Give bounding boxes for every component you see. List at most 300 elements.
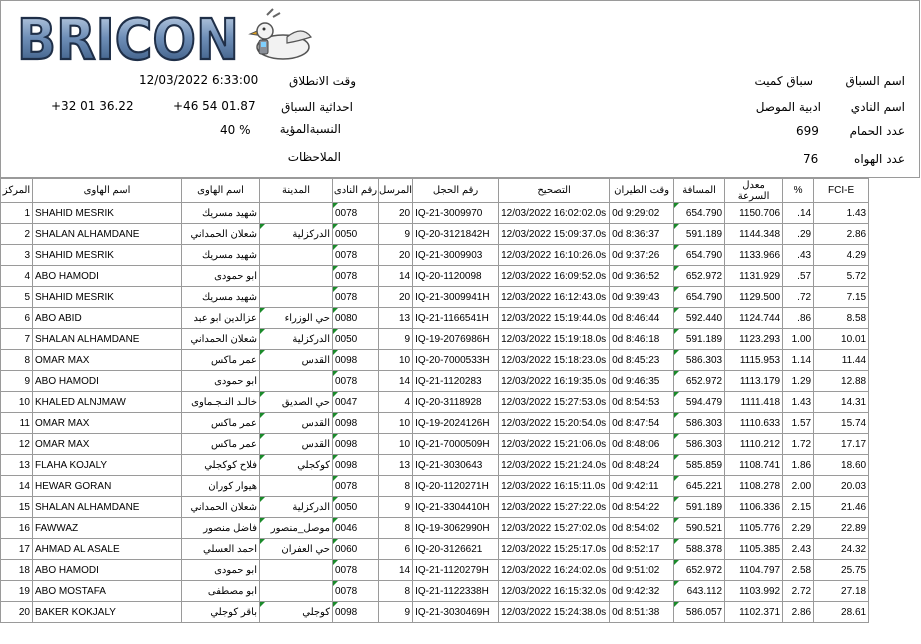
cell-fci-e: 20.03 xyxy=(814,476,869,497)
cell-rank: 16 xyxy=(1,518,33,539)
table-row xyxy=(1,539,869,560)
cell-clock-time: 12/03/2022 16:15:32.0s xyxy=(499,581,610,602)
cell-clock-time: 12/03/2022 16:12:43.0s xyxy=(499,287,610,308)
cell-fancier-ar: ابو حمودى xyxy=(182,266,260,287)
cell-basket: 20 xyxy=(379,245,413,266)
cell-speed: 1106.336 xyxy=(725,497,783,518)
cell-flight-time: 0d 8:51:38 xyxy=(610,602,674,623)
cell-city: كوكجلي xyxy=(260,455,333,476)
cell-clock-time: 12/03/2022 15:19:44.0s xyxy=(499,308,610,329)
cell-fci-e: 25.75 xyxy=(814,560,869,581)
cell-club-no: 0060 xyxy=(333,539,379,560)
cell-rank: 9 xyxy=(1,371,33,392)
table-row xyxy=(1,602,869,623)
cell-fancier-ar: عزالدين ابو عبد xyxy=(182,308,260,329)
cell-club-no: 0098 xyxy=(333,350,379,371)
cell-fci-e: 24.32 xyxy=(814,539,869,560)
cell-speed: 1108.741 xyxy=(725,455,783,476)
cell-rank: 6 xyxy=(1,308,33,329)
cell-distance: 585.859 xyxy=(674,455,725,476)
cell-ring-no: IQ-21-3304410H xyxy=(413,497,499,518)
cell-basket: 4 xyxy=(379,392,413,413)
table-row xyxy=(1,434,869,455)
cell-ring-no: IQ-21-3030643 xyxy=(413,455,499,476)
pigeons-count-label: عدد الحمام xyxy=(849,124,905,138)
cell-speed: 1105.776 xyxy=(725,518,783,539)
cell-rank: 11 xyxy=(1,413,33,434)
race-name-value: سباق كميت xyxy=(754,74,813,88)
column-header-basket: المرسل xyxy=(379,179,413,203)
table-row xyxy=(1,308,869,329)
cell-rank: 19 xyxy=(1,581,33,602)
cell-fancier-en: ABO MOSTAFA xyxy=(33,581,182,602)
cell-clock-time: 12/03/2022 15:27:53.0s xyxy=(499,392,610,413)
cell-ring-no: IQ-20-3126621 xyxy=(413,539,499,560)
race-header-panel xyxy=(0,0,920,178)
cell-clock-time: 12/03/2022 15:19:18.0s xyxy=(499,329,610,350)
cell-fancier-en: ABO HAMODI xyxy=(33,266,182,287)
cell-ring-no: IQ-19-3062990H xyxy=(413,518,499,539)
table-row xyxy=(1,203,869,224)
cell-fci-e: 21.46 xyxy=(814,497,869,518)
cell-fci-e: 22.89 xyxy=(814,518,869,539)
cell-distance: 645.221 xyxy=(674,476,725,497)
cell-city xyxy=(260,371,333,392)
cell-distance: 590.521 xyxy=(674,518,725,539)
cell-fancier-ar: شهيد مسريك xyxy=(182,287,260,308)
percent-label: النسبةالمؤية xyxy=(279,122,341,136)
cell-speed: 1111.418 xyxy=(725,392,783,413)
cell-ring-no: IQ-21-1120279H xyxy=(413,560,499,581)
cell-percent: 2.58 xyxy=(783,560,814,581)
cell-distance: 654.790 xyxy=(674,287,725,308)
cell-fci-e: 11.44 xyxy=(814,350,869,371)
column-header-speed: معدل السرعة xyxy=(725,179,783,203)
cell-basket: 6 xyxy=(379,539,413,560)
cell-speed: 1131.929 xyxy=(725,266,783,287)
cell-clock-time: 12/03/2022 15:24:38.0s xyxy=(499,602,610,623)
cell-ring-no: IQ-21-1120283 xyxy=(413,371,499,392)
cell-fancier-ar: شعلان الحمداني xyxy=(182,329,260,350)
cell-fancier-en: ABO ABID xyxy=(33,308,182,329)
cell-ring-no: IQ-21-7000509H xyxy=(413,434,499,455)
cell-basket: 13 xyxy=(379,308,413,329)
cell-basket: 20 xyxy=(379,203,413,224)
table-header-row xyxy=(1,179,869,203)
cell-rank: 12 xyxy=(1,434,33,455)
cell-ring-no: IQ-21-3009941H xyxy=(413,287,499,308)
cell-rank: 1 xyxy=(1,203,33,224)
cell-city xyxy=(260,476,333,497)
column-header-flight-time: وقت الطيران xyxy=(610,179,674,203)
svg-text:BRICON: BRICON xyxy=(17,8,239,67)
cell-speed: 1103.992 xyxy=(725,581,783,602)
cell-flight-time: 0d 8:54:02 xyxy=(610,518,674,539)
cell-club-no: 0098 xyxy=(333,413,379,434)
cell-ring-no: IQ-20-3121842H xyxy=(413,224,499,245)
cell-percent: 2.43 xyxy=(783,539,814,560)
cell-flight-time: 0d 9:37:26 xyxy=(610,245,674,266)
table-row xyxy=(1,350,869,371)
cell-flight-time: 0d 8:46:18 xyxy=(610,329,674,350)
cell-city: حي الوزراء xyxy=(260,308,333,329)
pigeon-icon xyxy=(250,9,311,59)
cell-percent: 2.86 xyxy=(783,602,814,623)
column-header-distance: المسافة xyxy=(674,179,725,203)
start-time-label: وقت الانطلاق xyxy=(289,74,356,88)
cell-basket: 14 xyxy=(379,371,413,392)
cell-percent: .43 xyxy=(783,245,814,266)
cell-distance: 594.479 xyxy=(674,392,725,413)
cell-ring-no: IQ-19-2024126H xyxy=(413,413,499,434)
cell-speed: 1115.953 xyxy=(725,350,783,371)
cell-club-no: 0078 xyxy=(333,245,379,266)
cell-fancier-en: BAKER KOKJALY xyxy=(33,602,182,623)
table-row xyxy=(1,581,869,602)
cell-percent: .14 xyxy=(783,203,814,224)
cell-clock-time: 12/03/2022 16:24:02.0s xyxy=(499,560,610,581)
table-row xyxy=(1,392,869,413)
cell-ring-no: IQ-19-2076986H xyxy=(413,329,499,350)
cell-percent: 2.72 xyxy=(783,581,814,602)
cell-basket: 8 xyxy=(379,581,413,602)
cell-rank: 7 xyxy=(1,329,33,350)
cell-city xyxy=(260,266,333,287)
cell-rank: 10 xyxy=(1,392,33,413)
cell-clock-time: 12/03/2022 15:27:02.0s xyxy=(499,518,610,539)
column-header-club-no: رقم النادى xyxy=(333,179,379,203)
cell-city: الدركزلية xyxy=(260,497,333,518)
cell-speed: 1110.212 xyxy=(725,434,783,455)
cell-percent: 2.15 xyxy=(783,497,814,518)
cell-rank: 15 xyxy=(1,497,33,518)
cell-club-no: 0046 xyxy=(333,518,379,539)
cell-city: كوجلي xyxy=(260,602,333,623)
cell-basket: 10 xyxy=(379,413,413,434)
cell-basket: 20 xyxy=(379,287,413,308)
cell-basket: 13 xyxy=(379,455,413,476)
cell-clock-time: 12/03/2022 15:20:54.0s xyxy=(499,413,610,434)
cell-clock-time: 12/03/2022 16:10:26.0s xyxy=(499,245,610,266)
cell-distance: 586.303 xyxy=(674,434,725,455)
cell-club-no: 0050 xyxy=(333,497,379,518)
cell-fancier-ar: فاضل منصور xyxy=(182,518,260,539)
cell-percent: 1.14 xyxy=(783,350,814,371)
cell-fancier-ar: عمر ماكس xyxy=(182,434,260,455)
cell-city: موصل_منصور xyxy=(260,518,333,539)
cell-distance: 586.303 xyxy=(674,413,725,434)
cell-flight-time: 0d 8:45:23 xyxy=(610,350,674,371)
table-row xyxy=(1,224,869,245)
cell-speed: 1129.500 xyxy=(725,287,783,308)
bricon-logo xyxy=(15,7,315,67)
fanciers-count-label: عدد الهواه xyxy=(854,152,905,166)
cell-flight-time: 0d 8:54:22 xyxy=(610,497,674,518)
cell-fci-e: 4.29 xyxy=(814,245,869,266)
cell-club-no: 0078 xyxy=(333,203,379,224)
cell-city: حي العفران xyxy=(260,539,333,560)
cell-distance: 654.790 xyxy=(674,245,725,266)
cell-clock-time: 12/03/2022 15:25:17.0s xyxy=(499,539,610,560)
cell-basket: 9 xyxy=(379,224,413,245)
cell-club-no: 0098 xyxy=(333,455,379,476)
cell-fancier-en: OMAR MAX xyxy=(33,434,182,455)
cell-fancier-ar: ابو حمودى xyxy=(182,560,260,581)
cell-percent: 2.00 xyxy=(783,476,814,497)
club-name-value: ادبية الموصل xyxy=(755,100,821,114)
cell-rank: 8 xyxy=(1,350,33,371)
cell-rank: 3 xyxy=(1,245,33,266)
cell-ring-no: IQ-21-3009970 xyxy=(413,203,499,224)
cell-clock-time: 12/03/2022 16:19:35.0s xyxy=(499,371,610,392)
cell-rank: 20 xyxy=(1,602,33,623)
cell-fancier-en: HEWAR GORAN xyxy=(33,476,182,497)
cell-fancier-en: SHAHID MESRIK xyxy=(33,203,182,224)
cell-basket: 9 xyxy=(379,497,413,518)
cell-club-no: 0078 xyxy=(333,266,379,287)
cell-flight-time: 0d 8:48:06 xyxy=(610,434,674,455)
cell-ring-no: IQ-21-3030469H xyxy=(413,602,499,623)
cell-club-no: 0098 xyxy=(333,434,379,455)
cell-fci-e: 27.18 xyxy=(814,581,869,602)
cell-flight-time: 0d 8:52:17 xyxy=(610,539,674,560)
cell-club-no: 0078 xyxy=(333,581,379,602)
cell-rank: 13 xyxy=(1,455,33,476)
cell-clock-time: 12/03/2022 16:09:52.0s xyxy=(499,266,610,287)
cell-city: حي الصديق xyxy=(260,392,333,413)
cell-basket: 9 xyxy=(379,602,413,623)
cell-fancier-ar: شهيد مسريك xyxy=(182,245,260,266)
cell-fancier-ar: شعلان الحمداني xyxy=(182,497,260,518)
table-row xyxy=(1,455,869,476)
cell-fci-e: 5.72 xyxy=(814,266,869,287)
cell-percent: .86 xyxy=(783,308,814,329)
cell-distance: 643.112 xyxy=(674,581,725,602)
cell-fci-e: 18.60 xyxy=(814,455,869,476)
cell-speed: 1104.797 xyxy=(725,560,783,581)
table-row xyxy=(1,518,869,539)
cell-rank: 4 xyxy=(1,266,33,287)
table-row xyxy=(1,476,869,497)
cell-fancier-en: SHALAN ALHAMDANE xyxy=(33,329,182,350)
race-name-label: اسم السباق xyxy=(845,74,905,88)
pigeons-count-value: 699 xyxy=(796,124,819,138)
cell-distance: 586.303 xyxy=(674,350,725,371)
table-row xyxy=(1,560,869,581)
cell-fancier-ar: شهيد مسريك xyxy=(182,203,260,224)
cell-ring-no: IQ-21-3009903 xyxy=(413,245,499,266)
cell-percent: 1.57 xyxy=(783,413,814,434)
cell-fci-e: 7.15 xyxy=(814,287,869,308)
cell-flight-time: 0d 8:54:53 xyxy=(610,392,674,413)
cell-city xyxy=(260,560,333,581)
cell-percent: 1.00 xyxy=(783,329,814,350)
cell-distance: 588.378 xyxy=(674,539,725,560)
cell-fci-e: 12.88 xyxy=(814,371,869,392)
cell-clock-time: 12/03/2022 16:02:02.0s xyxy=(499,203,610,224)
cell-distance: 652.972 xyxy=(674,266,725,287)
cell-flight-time: 0d 9:39:43 xyxy=(610,287,674,308)
cell-flight-time: 0d 9:46:35 xyxy=(610,371,674,392)
cell-percent: 1.43 xyxy=(783,392,814,413)
cell-city: القدس xyxy=(260,413,333,434)
cell-speed: 1102.371 xyxy=(725,602,783,623)
cell-fci-e: 28.61 xyxy=(814,602,869,623)
column-header-percent: % xyxy=(783,179,814,203)
cell-clock-time: 12/03/2022 15:27:22.0s xyxy=(499,497,610,518)
cell-percent: 1.72 xyxy=(783,434,814,455)
start-time-value: 12/03/2022 6:33:00 xyxy=(139,73,259,87)
cell-speed: 1133.966 xyxy=(725,245,783,266)
cell-percent: .29 xyxy=(783,224,814,245)
cell-distance: 586.057 xyxy=(674,602,725,623)
notes-label: الملاحظات xyxy=(287,150,341,164)
cell-fancier-en: AHMAD AL ASALE xyxy=(33,539,182,560)
cell-percent: 2.29 xyxy=(783,518,814,539)
cell-fancier-en: FLAHA KOJALY xyxy=(33,455,182,476)
cell-clock-time: 12/03/2022 15:09:37.0s xyxy=(499,224,610,245)
cell-percent: 1.86 xyxy=(783,455,814,476)
cell-flight-time: 0d 8:48:24 xyxy=(610,455,674,476)
cell-club-no: 0080 xyxy=(333,308,379,329)
fanciers-count-value: 76 xyxy=(803,152,819,166)
cell-club-no: 0078 xyxy=(333,560,379,581)
cell-basket: 9 xyxy=(379,329,413,350)
cell-fancier-ar: فلاح كوكجلي xyxy=(182,455,260,476)
cell-basket: 8 xyxy=(379,518,413,539)
cell-fancier-ar: ابو حمودى xyxy=(182,371,260,392)
table-row xyxy=(1,287,869,308)
cell-club-no: 0050 xyxy=(333,329,379,350)
cell-clock-time: 12/03/2022 15:21:06.0s xyxy=(499,434,610,455)
cell-basket: 14 xyxy=(379,266,413,287)
cell-flight-time: 0d 9:42:32 xyxy=(610,581,674,602)
cell-basket: 14 xyxy=(379,560,413,581)
percent-value: 40 % xyxy=(220,123,251,137)
cell-fci-e: 10.01 xyxy=(814,329,869,350)
cell-ring-no: IQ-21-1122338H xyxy=(413,581,499,602)
race-latitude: +46 54 01.87 xyxy=(173,99,256,113)
cell-rank: 5 xyxy=(1,287,33,308)
cell-fancier-ar: هيوار كوران xyxy=(182,476,260,497)
table-row xyxy=(1,329,869,350)
cell-ring-no: IQ-21-1166541H xyxy=(413,308,499,329)
column-header-clock-time: التصحيح xyxy=(499,179,610,203)
cell-fancier-en: SHAHID MESRIK xyxy=(33,245,182,266)
cell-club-no: 0078 xyxy=(333,476,379,497)
cell-fci-e: 2.86 xyxy=(814,224,869,245)
cell-city xyxy=(260,245,333,266)
cell-city: الدركزلية xyxy=(260,329,333,350)
cell-fancier-ar: شعلان الحمداني xyxy=(182,224,260,245)
cell-fancier-en: ABO HAMODI xyxy=(33,371,182,392)
cell-city xyxy=(260,203,333,224)
cell-fancier-en: SHALAN ALHAMDANE xyxy=(33,224,182,245)
cell-rank: 2 xyxy=(1,224,33,245)
cell-speed: 1105.385 xyxy=(725,539,783,560)
table-row xyxy=(1,371,869,392)
cell-fancier-en: SHALAN ALHAMDANE xyxy=(33,497,182,518)
club-name-label: اسم النادي xyxy=(850,100,905,114)
cell-flight-time: 0d 8:46:44 xyxy=(610,308,674,329)
cell-distance: 592.440 xyxy=(674,308,725,329)
cell-fancier-en: KHALED ALNJMAW xyxy=(33,392,182,413)
cell-flight-time: 0d 9:42:11 xyxy=(610,476,674,497)
cell-fancier-ar: ابو مصطفى xyxy=(182,581,260,602)
column-header-fancier-en: اسم الهاوى xyxy=(33,179,182,203)
race-coords-label: احداثية السباق xyxy=(281,100,353,114)
cell-fancier-en: OMAR MAX xyxy=(33,413,182,434)
cell-flight-time: 0d 8:47:54 xyxy=(610,413,674,434)
cell-rank: 14 xyxy=(1,476,33,497)
cell-clock-time: 12/03/2022 15:18:23.0s xyxy=(499,350,610,371)
cell-club-no: 0078 xyxy=(333,371,379,392)
cell-fci-e: 14.31 xyxy=(814,392,869,413)
cell-speed: 1113.179 xyxy=(725,371,783,392)
cell-fci-e: 15.74 xyxy=(814,413,869,434)
cell-clock-time: 12/03/2022 15:21:24.0s xyxy=(499,455,610,476)
cell-city: الدركزلية xyxy=(260,224,333,245)
cell-fancier-ar: عمر ماكس xyxy=(182,350,260,371)
cell-distance: 591.189 xyxy=(674,329,725,350)
cell-distance: 654.790 xyxy=(674,203,725,224)
cell-clock-time: 12/03/2022 16:15:11.0s xyxy=(499,476,610,497)
cell-fancier-en: ABO HAMODI xyxy=(33,560,182,581)
cell-flight-time: 0d 9:29:02 xyxy=(610,203,674,224)
cell-fancier-ar: عمر ماكس xyxy=(182,413,260,434)
cell-distance: 652.972 xyxy=(674,371,725,392)
results-table xyxy=(0,178,869,623)
cell-ring-no: IQ-20-1120098 xyxy=(413,266,499,287)
cell-club-no: 0098 xyxy=(333,602,379,623)
cell-fancier-en: FAWWAZ xyxy=(33,518,182,539)
cell-fci-e: 17.17 xyxy=(814,434,869,455)
column-header-rank: المركز xyxy=(1,179,33,203)
cell-fci-e: 8.58 xyxy=(814,308,869,329)
cell-city: القدس xyxy=(260,434,333,455)
cell-fancier-ar: خالـد النـجـماوى xyxy=(182,392,260,413)
cell-speed: 1123.293 xyxy=(725,329,783,350)
table-row xyxy=(1,245,869,266)
cell-fancier-ar: احمد العسلي xyxy=(182,539,260,560)
cell-club-no: 0047 xyxy=(333,392,379,413)
cell-speed: 1124.744 xyxy=(725,308,783,329)
cell-distance: 591.189 xyxy=(674,224,725,245)
cell-city: القدس xyxy=(260,350,333,371)
cell-percent: 1.29 xyxy=(783,371,814,392)
cell-speed: 1108.278 xyxy=(725,476,783,497)
cell-speed: 1150.706 xyxy=(725,203,783,224)
cell-fancier-en: SHAHID MESRIK xyxy=(33,287,182,308)
cell-city xyxy=(260,287,333,308)
cell-rank: 18 xyxy=(1,560,33,581)
table-row xyxy=(1,266,869,287)
cell-club-no: 0078 xyxy=(333,287,379,308)
cell-fancier-ar: باقر كوجلي xyxy=(182,602,260,623)
cell-basket: 10 xyxy=(379,434,413,455)
table-row xyxy=(1,413,869,434)
cell-city xyxy=(260,581,333,602)
race-longitude: +32 01 36.22 xyxy=(51,99,134,113)
cell-fancier-en: OMAR MAX xyxy=(33,350,182,371)
cell-club-no: 0050 xyxy=(333,224,379,245)
column-header-fancier-ar: اسم الهاوى xyxy=(182,179,260,203)
cell-fci-e: 1.43 xyxy=(814,203,869,224)
column-header-city: المدينة xyxy=(260,179,333,203)
cell-basket: 8 xyxy=(379,476,413,497)
cell-percent: .57 xyxy=(783,266,814,287)
column-header-ring-no: رقم الحجل xyxy=(413,179,499,203)
